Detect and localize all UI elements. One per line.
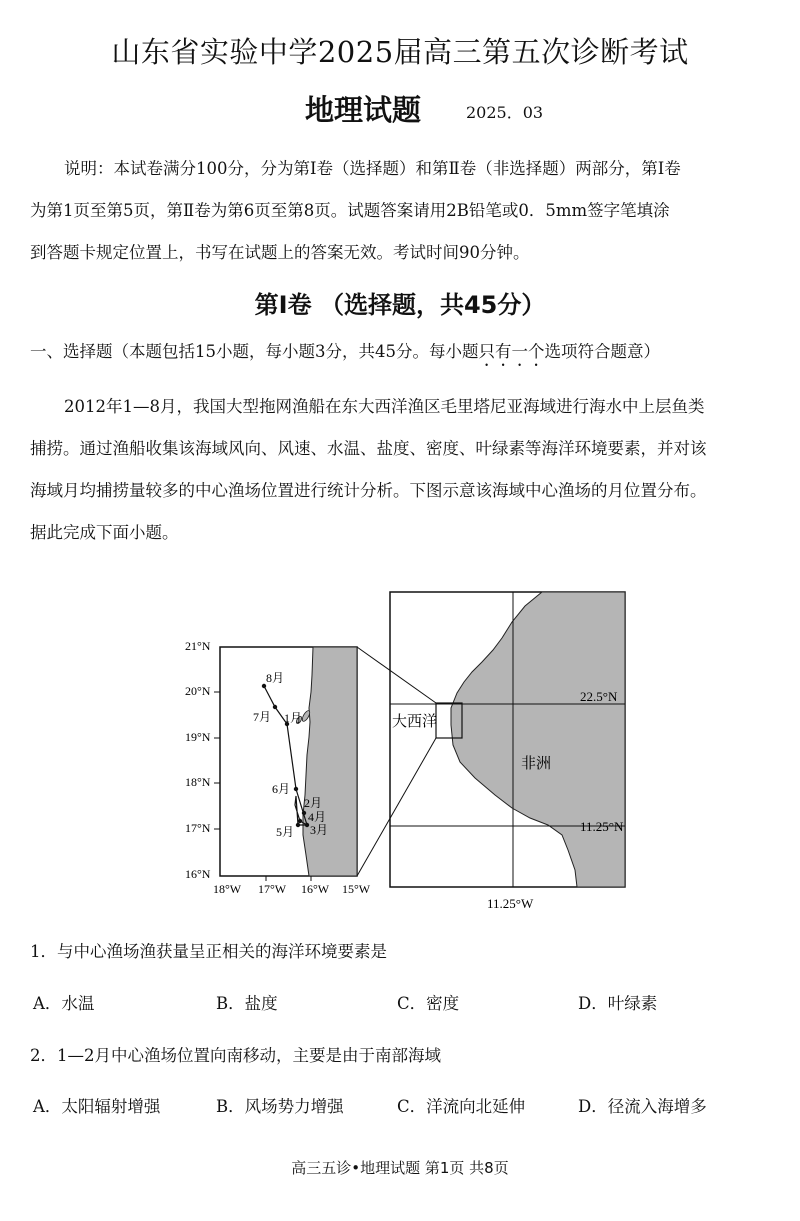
lon-label: 18°W	[213, 882, 242, 896]
question-section-header	[30, 338, 660, 370]
month-label-jun: 6月	[272, 782, 291, 796]
lat-label-11-25: 11.25°N	[580, 819, 624, 834]
lat-label: 18°N	[185, 775, 211, 789]
track-point-may	[296, 823, 300, 827]
instructions	[30, 148, 775, 274]
lat-label: 19°N	[185, 730, 211, 744]
continent-label: 非洲	[521, 756, 552, 772]
question-2-stem: 2．1—2月中心渔场位置向南移动，主要是由于南部海域	[30, 1046, 441, 1065]
question-1-option-b[interactable]: B．盐度	[216, 994, 278, 1013]
track-point-apr	[302, 811, 306, 815]
detail-map	[185, 639, 371, 896]
instruction-line: 说明：本试卷满分100分，分为第Ⅰ卷（选择题）和第Ⅱ卷（非选择题）两部分，第Ⅰ卷	[64, 159, 681, 178]
lat-label: 21°N	[185, 639, 211, 653]
regional-map	[390, 592, 625, 911]
lat-label: 17°N	[185, 821, 211, 835]
track-point-jun	[294, 787, 298, 791]
question-1-option-a[interactable]: A．水温	[33, 994, 95, 1013]
passage-line: 海域月均捕捞量较多的中心渔场位置进行统计分析。下图示意该海域中心渔场的月位置分布。	[30, 481, 707, 500]
lon-label: 15°W	[342, 882, 371, 896]
lat-ticks	[214, 692, 220, 829]
month-label-aug: 8月	[266, 671, 285, 685]
question-2-option-a[interactable]: A．太阳辐射增强	[33, 1097, 161, 1116]
question-1-option-c[interactable]: C．密度	[397, 994, 460, 1013]
month-label-apr: 4月	[308, 810, 327, 824]
passage	[30, 386, 775, 554]
lon-label: 16°W	[301, 882, 330, 896]
question-1-option-d[interactable]: D．叶绿素	[578, 994, 658, 1013]
page-footer: 高三五诊•地理试题 第1页 共8页	[291, 1159, 509, 1177]
question-2-option-b[interactable]: B．风场势力增强	[216, 1097, 344, 1116]
fishing-ground-map	[170, 580, 650, 925]
track-point-feb	[298, 819, 302, 823]
exam-date: 2025．03	[466, 103, 544, 122]
passage-line: 捕捞。通过渔船收集该海域风向、风速、水温、盐度、密度、叶绿素等海洋环境要素，并对该	[30, 439, 707, 458]
subject-title: 地理试题	[305, 93, 422, 127]
question-2-option-d[interactable]: D．径流入海增多	[578, 1097, 707, 1116]
question-2-option-c[interactable]: C．洋流向北延伸	[397, 1097, 526, 1116]
month-label-mar: 3月	[310, 823, 329, 837]
exam-title: 山东省实验中学2025届高三第五次诊断考试	[111, 35, 689, 69]
lon-label-11-25: 11.25°W	[487, 896, 534, 911]
passage-line: 据此完成下面小题。	[30, 523, 179, 542]
month-label-feb: 2月	[304, 796, 323, 810]
lat-label: 20°N	[185, 684, 211, 698]
instruction-line: 为第1页至第5页，第Ⅱ卷为第6页至第8页。试题答案请用2B铅笔或0．5mm签字笔填涂	[30, 201, 670, 220]
header-prefix: 一、选择题（本题包括15小题，每小题3分，共45分。每小题	[30, 342, 479, 361]
lat-label-22-5: 22.5°N	[580, 689, 618, 704]
passage-line: 2012年1—8月，我国大型拖网渔船在东大西洋渔区毛里塔尼亚海域进行海水中上层鱼类	[64, 397, 705, 416]
ocean-label: 大西洋	[392, 714, 438, 730]
header-emphasis: 只有一个	[478, 342, 545, 361]
month-label-may: 5月	[276, 825, 295, 839]
question-1-stem: 1．与中心渔场渔获量呈正相关的海洋环境要素是	[30, 942, 387, 961]
instruction-line: 到答题卡规定位置上，书写在试题上的答案无效。考试时间90分钟。	[30, 243, 530, 262]
lon-label: 17°W	[258, 882, 287, 896]
section-title: 第Ⅰ卷 （选择题，共45分）	[254, 291, 546, 319]
track-point-jul	[273, 705, 277, 709]
month-label-jan: 1月	[284, 711, 303, 725]
lat-label: 16°N	[185, 867, 211, 881]
header-suffix: 选项符合题意）	[544, 342, 660, 361]
month-label-jul: 7月	[253, 710, 272, 724]
